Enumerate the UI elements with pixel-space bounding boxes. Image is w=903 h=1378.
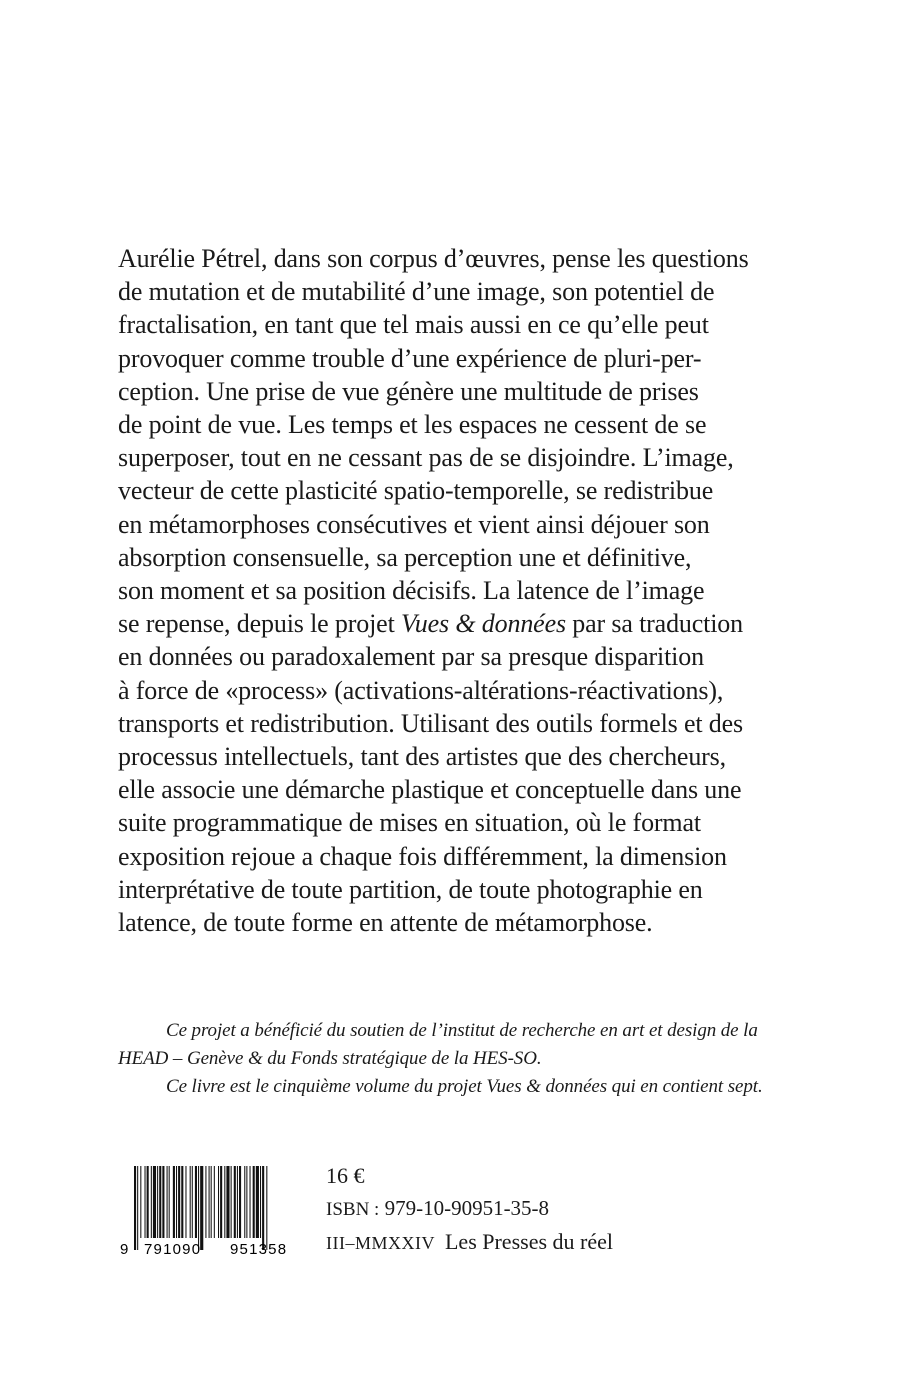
body-line: à force de «process» (activations-altérations-réactivations), — [118, 675, 724, 705]
barcode-bar — [250, 1166, 251, 1238]
barcode-bar — [167, 1166, 168, 1238]
isbn-number: 979-10-90951-35-8 — [384, 1196, 550, 1220]
barcode-bar — [224, 1166, 225, 1238]
barcode-bar — [218, 1166, 219, 1238]
barcode-bar — [211, 1166, 212, 1238]
body-line: suite programmatique de mises en situation, où le format — [118, 808, 701, 838]
body-line: en données ou paradoxalement par sa presque disparition — [118, 642, 704, 672]
publication-info — [326, 1160, 613, 1259]
barcode-bar — [266, 1166, 267, 1250]
barcode-bar — [134, 1166, 136, 1250]
barcode-bar — [256, 1166, 259, 1238]
body-line: de mutation et de mutabilité d’une image, son potentiel de — [118, 277, 715, 307]
isbn-row — [326, 1192, 613, 1226]
barcode-bar — [253, 1166, 255, 1238]
barcode-bar — [231, 1166, 232, 1238]
back-cover-text — [118, 242, 808, 939]
isbn-label: ISBN : — [326, 1199, 380, 1220]
barcode-bar — [262, 1166, 264, 1250]
barcode-bar — [200, 1166, 203, 1250]
body-line: absorption consensuelle, sa perception une et définitive, — [118, 542, 692, 572]
barcode-bar — [192, 1166, 193, 1238]
barcode-bar — [214, 1166, 215, 1238]
barcode-bar — [140, 1166, 141, 1238]
body-line: latence, de toute forme en attente de métamorphose. — [118, 908, 653, 938]
body-line: de point de vue. Les temps et les espaces ne cessent de se — [118, 410, 707, 440]
price: 16 € — [326, 1163, 365, 1188]
barcode-digits-left: 791090 — [144, 1241, 202, 1256]
body-line: son moment et sa position décisifs. La latence de l’image — [118, 576, 705, 606]
credits-line-1: Ce projet a bénéficié du soutien de l’institut de recherche en art et design de la — [166, 1020, 758, 1041]
barcode-bar — [195, 1166, 197, 1238]
body-line: processus intellectuels, tant des artistes que des chercheurs, — [118, 742, 726, 772]
barcode-bar — [178, 1166, 180, 1238]
edition-code: III–MMXXIV — [326, 1233, 435, 1253]
barcode-bar — [246, 1166, 247, 1238]
body-line: fractalisation, en tant que tel mais aussi en ce qu’elle peut — [118, 310, 709, 340]
isbn-barcode — [118, 1164, 310, 1256]
body-line: exposition rejoue a chaque fois différemment, la dimension — [118, 841, 727, 871]
barcode-bar — [234, 1166, 236, 1238]
barcode-graphic — [118, 1164, 310, 1256]
barcode-bar — [260, 1166, 261, 1238]
body-line: en métamorphoses consécutives et vient ainsi déjouer son — [118, 509, 710, 539]
barcode-bar — [137, 1166, 138, 1250]
barcode-bar — [237, 1166, 238, 1238]
barcode-bar — [145, 1166, 146, 1238]
barcode-bar — [220, 1166, 222, 1238]
body-line: elle associe une démarche plastique et conceptuelle dans une — [118, 775, 742, 805]
publisher-name: Les Presses du réel — [444, 1229, 613, 1254]
barcode-bar — [157, 1166, 158, 1238]
body-line: provoquer comme trouble d’une expérience de pluri-per- — [118, 343, 702, 373]
body-line: transports et redistribution. Utilisant des outils formels et des — [118, 708, 743, 738]
barcode-digits-right: 951358 — [230, 1241, 288, 1256]
barcode-bar — [153, 1166, 156, 1238]
body-line: ception. Une prise de vue génère une multitude de prises — [118, 376, 699, 406]
body-line: Aurélie Pétrel, dans son corpus d’œuvres, pense les questions — [118, 244, 749, 273]
credits-line-3: Ce livre est le cinquième volume du projet Vues & données qui en contient sept. — [166, 1076, 763, 1097]
body-line: vecteur de cette plasticité spatio-temporelle, se redistribue — [118, 476, 714, 506]
barcode-bar — [169, 1166, 170, 1238]
publisher-row — [326, 1226, 613, 1259]
barcode-bar — [159, 1166, 161, 1238]
barcode-bar — [205, 1166, 206, 1238]
barcode-bar — [209, 1166, 210, 1238]
barcode-bars — [134, 1166, 267, 1250]
body-line-after: par sa traduction — [565, 609, 744, 639]
body-line-with-title — [118, 607, 808, 640]
body-line: interprétative de toute partition, de toute photographie en — [118, 874, 703, 904]
barcode-bar — [239, 1166, 241, 1238]
barcode-bar — [226, 1166, 229, 1238]
barcode-digit-prefix: 9 — [120, 1241, 129, 1256]
body-line: superposer, tout en ne cessant pas de se disjoindre. L’image, — [118, 443, 734, 473]
credits-line-2: HEAD – Genève & du Fonds stratégique de la HES-SO. — [118, 1048, 542, 1069]
barcode-bar — [147, 1166, 149, 1238]
funding-credits — [118, 1017, 818, 1101]
project-title: Vues & données — [401, 609, 566, 639]
barcode-bar — [162, 1166, 164, 1238]
barcode-bar — [198, 1166, 199, 1250]
body-line-before: se repense, depuis le projet — [118, 609, 401, 639]
barcode-bar — [151, 1166, 152, 1238]
barcode-bar — [244, 1166, 245, 1238]
barcode-bar — [185, 1166, 186, 1238]
barcode-bar — [173, 1166, 175, 1238]
barcode-bar — [190, 1166, 191, 1238]
barcode-bar — [176, 1166, 177, 1238]
barcode-bar — [181, 1166, 183, 1238]
